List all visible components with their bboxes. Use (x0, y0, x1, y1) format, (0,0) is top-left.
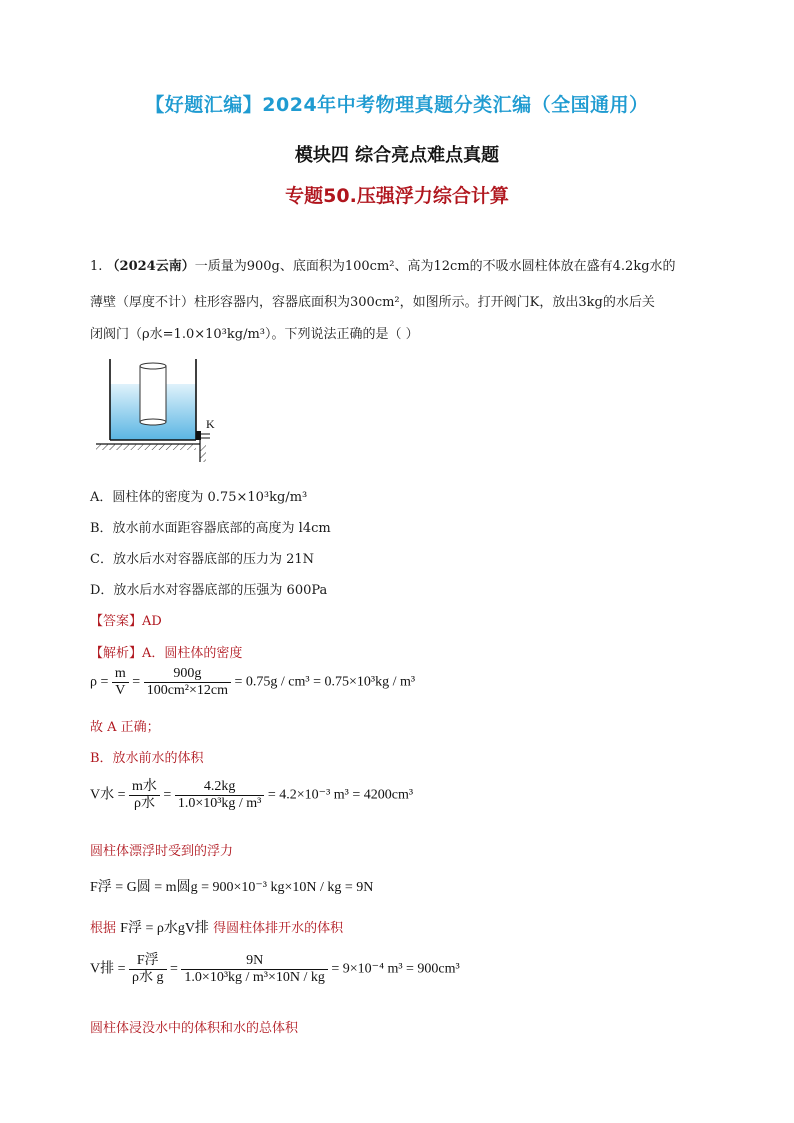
formula-buoyancy: F浮 = G圆 = m圆g = 900×10⁻³ kg×10N / kg = 9N (90, 880, 374, 895)
formula-displaced-volume: V排 = F浮 ρ水 g = $\frac{9N}{\text{1.0×10³kg / m³×10N / kg}}$ = 9×10⁻⁴ m³ = 900cm³ (90, 953, 460, 985)
question-number: 1. (90, 259, 103, 274)
question-line-3: 闭阀门（ρ水=1.0×10³kg/m³）。下列说法正确的是（ ） (90, 327, 419, 342)
analysis-displacement: 根据 F浮 = ρ水gV排 得圆柱体排开水的体积 (90, 921, 344, 936)
question-line-1 (90, 257, 676, 277)
analysis-b-intro: B．放水前水的体积 (90, 751, 204, 766)
document-title: 【好题汇编】2024年中考物理真题分类汇编（全国通用） (145, 94, 649, 116)
analysis-buoyancy-intro: 圆柱体漂浮时受到的浮力 (90, 844, 234, 859)
valve-icon (196, 431, 201, 440)
answer-line (90, 610, 162, 629)
question-line-2: 薄壁（厚度不计）柱形容器内，容器底面积为300cm²，如图所示。打开阀门K，放出3kg的水后关 (90, 295, 655, 310)
analysis-label: 【解析】 (90, 646, 143, 661)
density-condition: ρ水=1.0×10³kg/m³ (142, 327, 265, 342)
formula-density: ρ = $\frac{m}{V}$ = $\frac{900g}{\text{100cm²×12cm}}$ = 0.75g / cm³ = 0.75×10³kg / m³ (90, 666, 416, 698)
analysis-a-conclusion: 故 A 正确； (90, 720, 160, 735)
option-a: A．圆柱体的密度为 0.75×10³kg/m³ (90, 490, 308, 505)
topic-heading: 专题50.压强浮力综合计算 (285, 185, 509, 207)
option-c: C．放水后水对容器底部的压力为 21N (90, 552, 314, 567)
answer-value: AD (142, 614, 162, 629)
answer-label: 【答案】 (90, 614, 143, 629)
option-d: D．放水后水对容器底部的压强为 600Pa (90, 583, 328, 598)
cylinder (140, 366, 166, 422)
option-b: B．放水前水面距容器底部的高度为 l4cm (90, 521, 331, 536)
valve-label: K (206, 417, 215, 431)
module-heading: 模块四 综合亮点难点真题 (294, 145, 500, 166)
formula-water-volume: V水 = m水 ρ水 = $\frac{4.2kg}{\text{1.0×10³kg / m³}}$ = 4.2×10⁻³ m³ = 4200cm³ (90, 779, 414, 811)
ground-hatch (96, 444, 196, 450)
analysis-line-a: 【解析】A．圆柱体的密度 (90, 646, 243, 661)
container-figure (92, 354, 232, 464)
question-text-1: 一质量为900g、底面积为100cm²、高为12cm的不吸水圆柱体放在盛有4.2kg水的 (194, 259, 676, 274)
analysis-total-volume: 圆柱体浸没水中的体积和水的总体积 (90, 1021, 299, 1036)
question-source: （2024云南） (106, 259, 195, 274)
